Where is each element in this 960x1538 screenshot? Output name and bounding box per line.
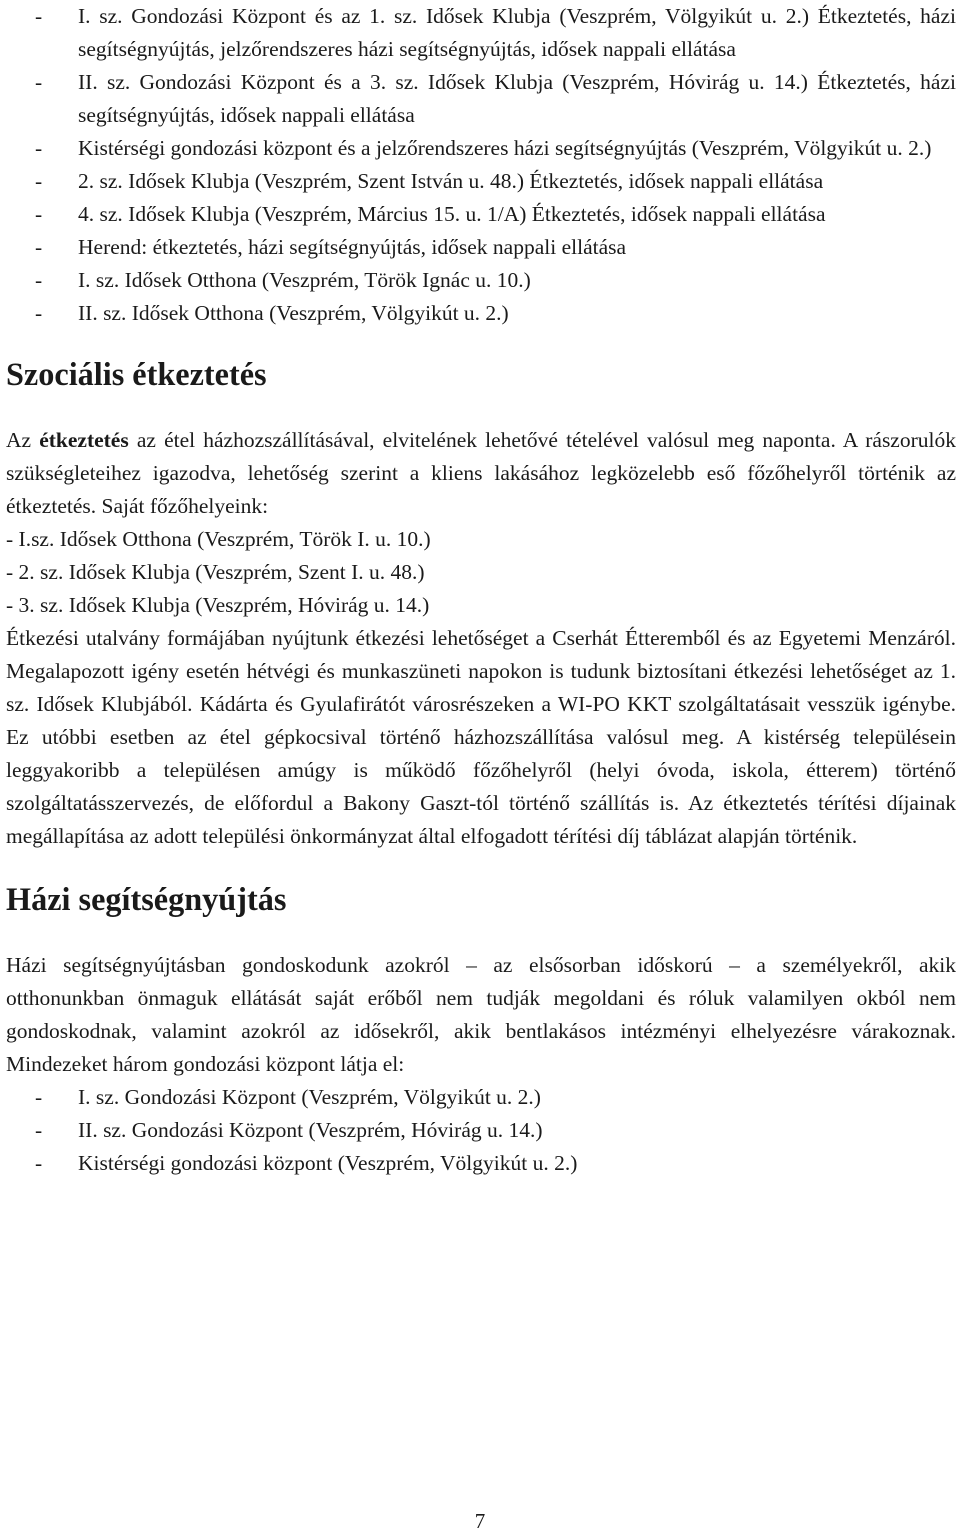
- list-item: [6, 165, 956, 198]
- section-heading: Házi segítségnyújtás: [6, 881, 287, 917]
- section-body-paragraph: Házi segítségnyújtásban gondoskodunk azokról – az elsősorban időskorú – a személyekről, akik otthonunkban önmaguk ellátását saját erőből nem tudják megoldani és róluk valamilyen okból nem gondoskodnak, valamint azokról az idősekről, akik bentlakásos intézményi elhelyezésre várakoznak. Mindezeket három gondozási központ látja el:: [6, 953, 956, 1076]
- list-item: [6, 231, 956, 264]
- care-centers-list: [6, 1081, 956, 1180]
- list-item-text: I. sz. Gondozási Központ és az 1. sz. Idősek Klubja (Veszprém, Völgyikút u. 2.) Étkeztetés, házi segítségnyújtás, jelzőrendszeres házi segítségnyújtás, idősek nappali ellátása: [78, 4, 956, 61]
- list-item: [6, 297, 956, 330]
- list-item-text: II. sz. Idősek Otthona (Veszprém, Völgyikút u. 2.): [78, 301, 509, 325]
- kitchens-list: [6, 523, 956, 622]
- list-dash: -: [35, 235, 43, 259]
- list-dash: -: [35, 4, 43, 28]
- list-item-text: II. sz. Gondozási Központ (Veszprém, Hóvirág u. 14.): [78, 1118, 543, 1142]
- list-item: [6, 264, 956, 297]
- intro-text-rest: az étel házhozszállításával, elvitelének lehetővé tételével valósul meg naponta. A rászorulók szükségleteihez igazodva, lehetőség szerint a kliens lakásához legközelebb eső főzőhelyről történik az étkeztetés. Saját főzőhelyeink:: [6, 428, 956, 518]
- list-item: [6, 198, 956, 231]
- list-item: - 3. sz. Idősek Klubja (Veszprém, Hóvirág u. 14.): [6, 593, 430, 617]
- list-item-text: 4. sz. Idősek Klubja (Veszprém, Március 15. u. 1/A) Étkeztetés, idősek nappali ellátása: [78, 202, 826, 226]
- list-dash: -: [35, 268, 43, 292]
- list-item: [6, 1114, 956, 1147]
- section-meals: [6, 358, 956, 853]
- list-dash: -: [35, 1118, 43, 1142]
- list-item-text: Herend: étkeztetés, házi segítségnyújtás, idősek nappali ellátása: [78, 235, 627, 259]
- intro-bold-term: étkeztetés: [39, 428, 129, 452]
- services-list: [6, 0, 956, 330]
- list-item: - 2. sz. Idősek Klubja (Veszprém, Szent I. u. 48.): [6, 560, 425, 584]
- section-body-paragraph: Étkezési utalvány formájában nyújtunk étkezési lehetőséget a Cserhát Étteremből és az Egyetemi Menzáról. Megalapozott igény esetén hétvégi és munkaszüneti napokon is tudunk biztosítani étkezési lehetőséget az 1. sz. Idősek Klubjából. Kádárta és Gyulafirátót városrészeken a WI-PO KKT szolgáltatásait vesszük igénybe. Ez utóbbi esetben az étel gépkocsival történő házhozszállítása valósul meg. A kistérség településein leggyakoribb a településen amúgy is működő főzőhelyről (helyi óvoda, iskola, étterem) történő szolgáltatásszervezés, de előfordul a Bakony Gaszt-tól történő szállítás is. Az étkeztetés térítési díjainak megállapítása az adott települési önkormányzat által elfogadott térítési díj táblázat alapján történik.: [6, 626, 956, 848]
- list-item-text: II. sz. Gondozási Központ és a 3. sz. Idősek Klubja (Veszprém, Hóvirág u. 14.) Étkeztetés, házi segítségnyújtás, idősek nappali ellátása: [78, 70, 956, 127]
- section-heading: Szociális étkeztetés: [6, 356, 267, 392]
- list-item: - I.sz. Idősek Otthona (Veszprém, Török I. u. 10.): [6, 527, 431, 551]
- page-number: 7: [474, 1509, 486, 1533]
- list-item-text: I. sz. Gondozási Központ (Veszprém, Völgyikút u. 2.): [78, 1085, 541, 1109]
- list-item: [6, 1081, 956, 1114]
- section-intro-paragraph: [6, 424, 956, 523]
- list-dash: -: [35, 169, 43, 193]
- list-dash: -: [35, 202, 43, 226]
- list-item: [6, 1147, 956, 1180]
- section-home-help: [6, 883, 956, 1180]
- list-dash: -: [35, 1085, 43, 1109]
- list-dash: -: [35, 70, 43, 94]
- list-dash: -: [35, 301, 43, 325]
- document-page: [6, 0, 956, 1180]
- list-item-text: Kistérségi gondozási központ és a jelzőrendszeres házi segítségnyújtás (Veszprém, Völgyikút u. 2.): [78, 136, 932, 160]
- list-item: [6, 66, 956, 132]
- list-item-text: 2. sz. Idősek Klubja (Veszprém, Szent István u. 48.) Étkeztetés, idősek nappali ellátása: [78, 169, 824, 193]
- intro-text-start: Az: [6, 428, 40, 452]
- list-item-text: Kistérségi gondozási központ (Veszprém, Völgyikút u. 2.): [78, 1151, 578, 1175]
- list-dash: -: [35, 136, 43, 160]
- list-dash: -: [35, 1151, 43, 1175]
- list-item-text: I. sz. Idősek Otthona (Veszprém, Török Ignác u. 10.): [78, 268, 531, 292]
- list-item: [6, 132, 956, 165]
- list-item: [6, 0, 956, 66]
